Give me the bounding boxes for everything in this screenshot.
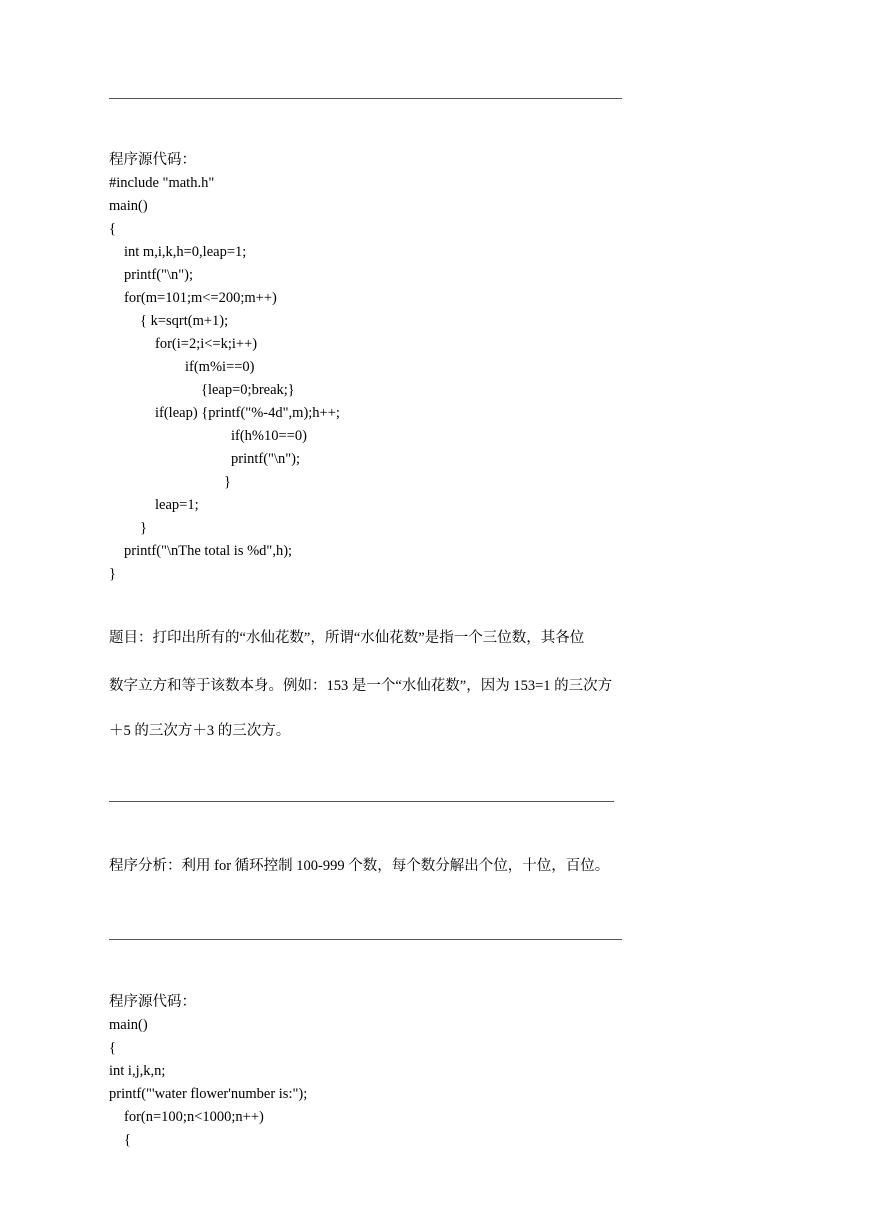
section2-heading: 程序源代码： (109, 994, 196, 1010)
code-line: { (109, 1040, 116, 1056)
code-line: } (140, 520, 147, 536)
divider-middle (109, 801, 614, 802)
code-line: {leap=0;break;} (201, 382, 295, 398)
code-line: { k=sqrt(m+1); (140, 313, 229, 329)
code-line: if(leap) {printf("%-4d",m);h++; (155, 405, 340, 421)
code-line: for(n=100;n<1000;n++) (124, 1109, 264, 1125)
divider-top (109, 98, 622, 99)
code-line: printf("\n"); (231, 451, 301, 467)
code-line: #include "math.h" (109, 175, 215, 191)
code-line: printf("\nThe total is %d",h); (124, 543, 293, 559)
divider-bottom (109, 939, 622, 940)
problem-line: 题目：打印出所有的“水仙花数”，所谓“水仙花数”是指一个三位数，其各位 (109, 630, 585, 646)
code-line: int m,i,k,h=0,leap=1; (124, 244, 247, 260)
problem-line: ＋5 的三次方＋3 的三次方。 (109, 723, 291, 739)
code-line: if(m%i==0) (185, 359, 255, 375)
section1-heading: 程序源代码： (109, 152, 196, 168)
code-line: } (109, 566, 116, 582)
analysis-text: 程序分析：利用 for 循环控制 100-999 个数，每个数分解出个位，十位，百位。 (109, 858, 610, 874)
code-line: leap=1; (155, 497, 199, 513)
code-line: if(h%10==0) (231, 428, 307, 444)
code-line: for(m=101;m<=200;m++) (124, 290, 277, 306)
code-line: for(i=2;i<=k;i++) (155, 336, 258, 352)
code-line: } (224, 474, 231, 490)
code-line: printf("\n"); (124, 267, 194, 283)
code-line: { (124, 1132, 131, 1148)
code-line: int i,j,k,n; (109, 1063, 166, 1079)
problem-line: 数字立方和等于该数本身。例如：153 是一个“水仙花数”，因为 153=1 的三次方 (109, 678, 613, 694)
code-line: main() (109, 1017, 148, 1033)
code-line: printf("'water flower'number is:"); (109, 1086, 308, 1102)
code-line: main() (109, 198, 148, 214)
code-line: { (109, 221, 116, 237)
